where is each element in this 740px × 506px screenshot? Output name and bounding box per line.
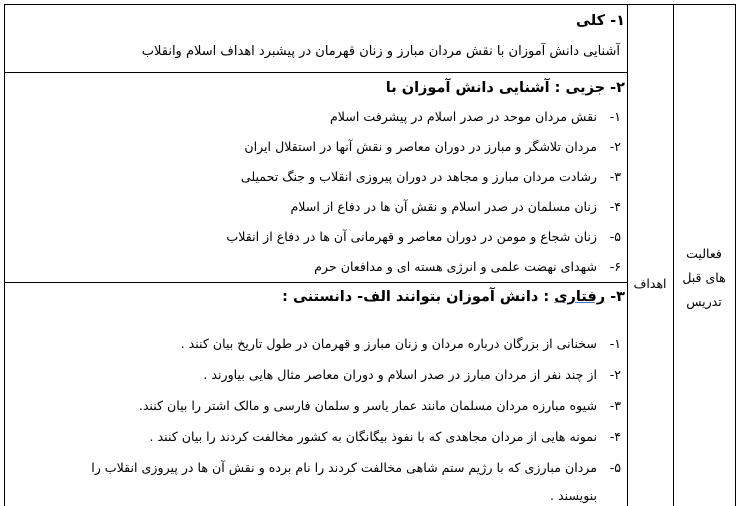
partial-title: ۲- جزیی : آشنایی دانش آموزان با — [385, 80, 625, 96]
row-divider-2 — [4, 282, 627, 283]
behavioral-title — [25, 289, 625, 305]
item-text: مردان مبارزی که با رژیم ستم شاهی مخالفت کردند را نام برده و نقش آن ها در پیروزی انقلاب را — [91, 460, 597, 475]
item-number: ۶- — [609, 259, 621, 274]
item-number: ۱- — [609, 336, 621, 351]
item-number: ۲- — [609, 367, 621, 382]
table-border-right — [735, 4, 736, 506]
row-divider-1 — [4, 72, 627, 73]
list-item — [139, 398, 621, 413]
activity-column-label — [673, 242, 735, 314]
item-number: ۲- — [609, 139, 621, 154]
behavioral-title-rest: : دانش آموزان بتوانند الف- دانستنی : — [282, 289, 550, 305]
list-item — [226, 229, 621, 244]
list-item — [241, 169, 621, 184]
item-text: نمونه هایی از مردان مجاهدی که با نفوذ بیگانگان به کشور مخالفت کردند را بیان کنند . — [149, 429, 597, 444]
list-item-continuation: بنویسند . — [550, 488, 597, 503]
item-number: ۴- — [609, 429, 621, 444]
item-number: ۴- — [609, 199, 621, 214]
list-item — [290, 199, 621, 214]
item-text: مردان تلاشگر و مبارز در دوران معاصر و نقش آنها در استقلال ایران — [244, 139, 597, 154]
item-number: ۱- — [609, 109, 621, 124]
item-text: سخنانی از بزرگان درباره مردان و زنان مبارز و قهرمان در طول تاریخ بیان کنند . — [180, 336, 597, 351]
item-text: زنان مسلمان در صدر اسلام و نقش آن ها در دفاع از اسلام — [290, 199, 597, 214]
table-border-top — [4, 4, 735, 5]
table-border-left — [4, 4, 5, 506]
item-text: رشادت مردان مبارز و مجاهد در دوران پیروزی انقلاب و جنگ تحمیلی — [240, 169, 597, 184]
list-item — [181, 336, 621, 351]
item-text: از چند نفر از مردان مبارز در صدر اسلام و دوران معاصر مثال هایی بیاورند . — [203, 367, 597, 382]
item-number: ۳- — [609, 169, 621, 184]
general-text: آشنایی دانش آموزان با نقش مردان مبارز و زنان قهرمان در پیشبرد اهداف اسلام وانقلاب — [141, 44, 620, 59]
item-number: ۵- — [609, 460, 621, 475]
general-title: ۱- کلی — [576, 13, 625, 29]
lesson-plan-table — [4, 4, 740, 506]
goal-column-label: اهداف — [633, 276, 667, 291]
item-number: ۵- — [609, 229, 621, 244]
item-text: شیوه مبارزه مردان مسلمان مانند عمار یاسر و سلمان فارسی و مالک اشتر را بیان کنند. — [138, 398, 597, 413]
list-item — [330, 109, 621, 124]
list-item — [244, 139, 621, 154]
item-number: ۳- — [609, 398, 621, 413]
list-item — [203, 367, 621, 382]
behavioral-title-word: رفتاری — [554, 289, 606, 305]
behavioral-title-number: ۳- — [610, 289, 625, 305]
item-text: شهدای نهضت علمی و انرژی هسته ای و مدافعان حرم — [314, 259, 597, 274]
list-item — [91, 460, 621, 475]
activity-line-3: تدریس — [686, 294, 722, 309]
item-text: زنان شجاع و مومن در دوران معاصر و قهرمانی آن ها در دفاع از انقلاب — [226, 229, 597, 244]
activity-line-2: های قبل — [682, 270, 726, 285]
list-item — [314, 259, 621, 274]
item-text: نقش مردان موحد در صدر اسلام در پیشرفت اسلام — [329, 109, 597, 124]
list-item — [150, 429, 621, 444]
activity-line-1: فعالیت — [686, 246, 722, 261]
column-divider-goal — [627, 4, 628, 506]
